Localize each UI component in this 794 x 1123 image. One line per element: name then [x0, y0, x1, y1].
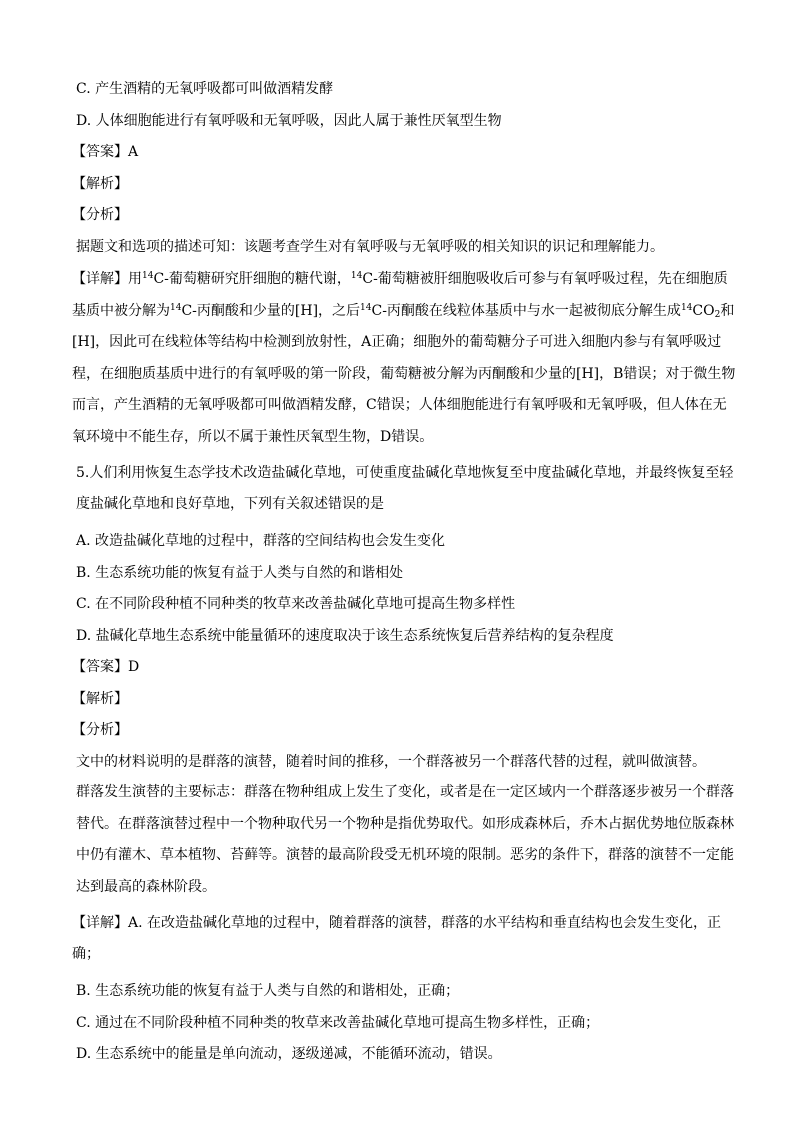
analysis-sub-label-2: 【分析】 — [72, 722, 128, 738]
detail-d: D. 生态系统中的能量是单向流动，逐级递减，不能循环流动，错误。 — [76, 1046, 502, 1062]
analysis-sub-label: 【分析】 — [72, 207, 128, 223]
analysis-text: 据题文和选项的描述可知：该题考查学生对有氧呼吸与无氧呼吸的相关知识的识记和理解能力。 — [76, 238, 664, 255]
detail-paragraph-1: 【详解】用$^{14}$C-葡萄糖研究肝细胞的糖代谢，$^{14}$C-葡萄糖被肝细胞吸收后可参与有氧呼吸过程，先在细胞质基质中被分解为$^{14}$C-丙酮酸和少量的[H]，之后$^{14}$C-丙酮酸在线粒体基质中与水一起被彻底分解生成$^{14}CO_2$和[H]，因此可在线粒体等结构中检测到放射性，A正确；细胞外的葡萄糖分子可进入细胞内参与有氧呼吸过程，在细胞质基质中进行的有氧呼吸的第一阶段，葡萄糖被分解为丙酮酸和少量的[H]，B错误；对于微生物而言，产生酒精的无氧呼吸都可叫做酒精发酵，C错误；人体细胞能进行有氧呼吸和无氧呼吸，但人体在无氧环境中不能生存，所以不属于兼性厌氧型生物，D错误。 — [72, 271, 736, 445]
question-5-option-d: D. 盐碱化草地生态系统中能量循环的速度取决于该生态系统恢复后营养结构的复杂程度 — [76, 627, 614, 644]
detail-paragraph-2: 【详解】A. 在改造盐碱化草地的过程中，随着群落的演替，群落的水平结构和垂直结构也会发生变化，正确； — [72, 914, 722, 962]
analysis-label: 【解析】 — [72, 175, 128, 192]
analysis-label-2: 【解析】 — [72, 690, 128, 707]
document-page — [72, 78, 736, 1075]
option-c: C. 产生酒精的无氧呼吸都可叫做酒精发酵 — [76, 81, 334, 97]
answer-label: 【答案】A — [72, 144, 139, 160]
answer-label-2: 【答案】D — [72, 659, 140, 675]
question-5-option-c: C. 在不同阶段种植不同种类的牧草来改善盐碱化草地可提高生物多样性 — [76, 596, 516, 612]
question-5-stem: 5.人们利用恢复生态学技术改造盐碱化草地，可使重度盐碱化草地恢复至中度盐碱化草地，并最终恢复至轻度盐碱化草地和良好草地，下列有关叙述错误的是 — [76, 464, 734, 512]
detail-c: C. 通过在不同阶段种植不同种类的牧草来改善盐碱化草地可提高生物多样性，正确； — [76, 1014, 600, 1031]
analysis-text-3: 群落发生演替的主要标志：群落在物种组成上发生了变化，或者是在一定区域内一个群落逐步被另一个群落替代。在群落演替过程中一个物种取代另一个物种是指优势取代。如形成森林后，乔木占据优势地位版森林中仍有灌木、草本植物、苔藓等。演替的最高阶段受无机环境的限制。恶劣的条件下，群落的演替不一定能达到最高的森林阶段。 — [76, 784, 734, 895]
analysis-text-2: 文中的材料说明的是群落的演替，随着时间的推移，一个群落被另一个群落代替的过程，就叫做演替。 — [76, 753, 706, 770]
question-5-option-b: B. 生态系统功能的恢复有益于人类与自然的和谐相处 — [76, 564, 404, 581]
question-5-option-a: A. 改造盐碱化草地的过程中，群落的空间结构也会发生变化 — [76, 533, 446, 549]
option-d: D. 人体细胞能进行有氧呼吸和无氧呼吸，因此人属于兼性厌氧型生物 — [76, 112, 502, 129]
detail-b: B. 生态系统功能的恢复有益于人类与自然的和谐相处，正确； — [76, 983, 460, 999]
